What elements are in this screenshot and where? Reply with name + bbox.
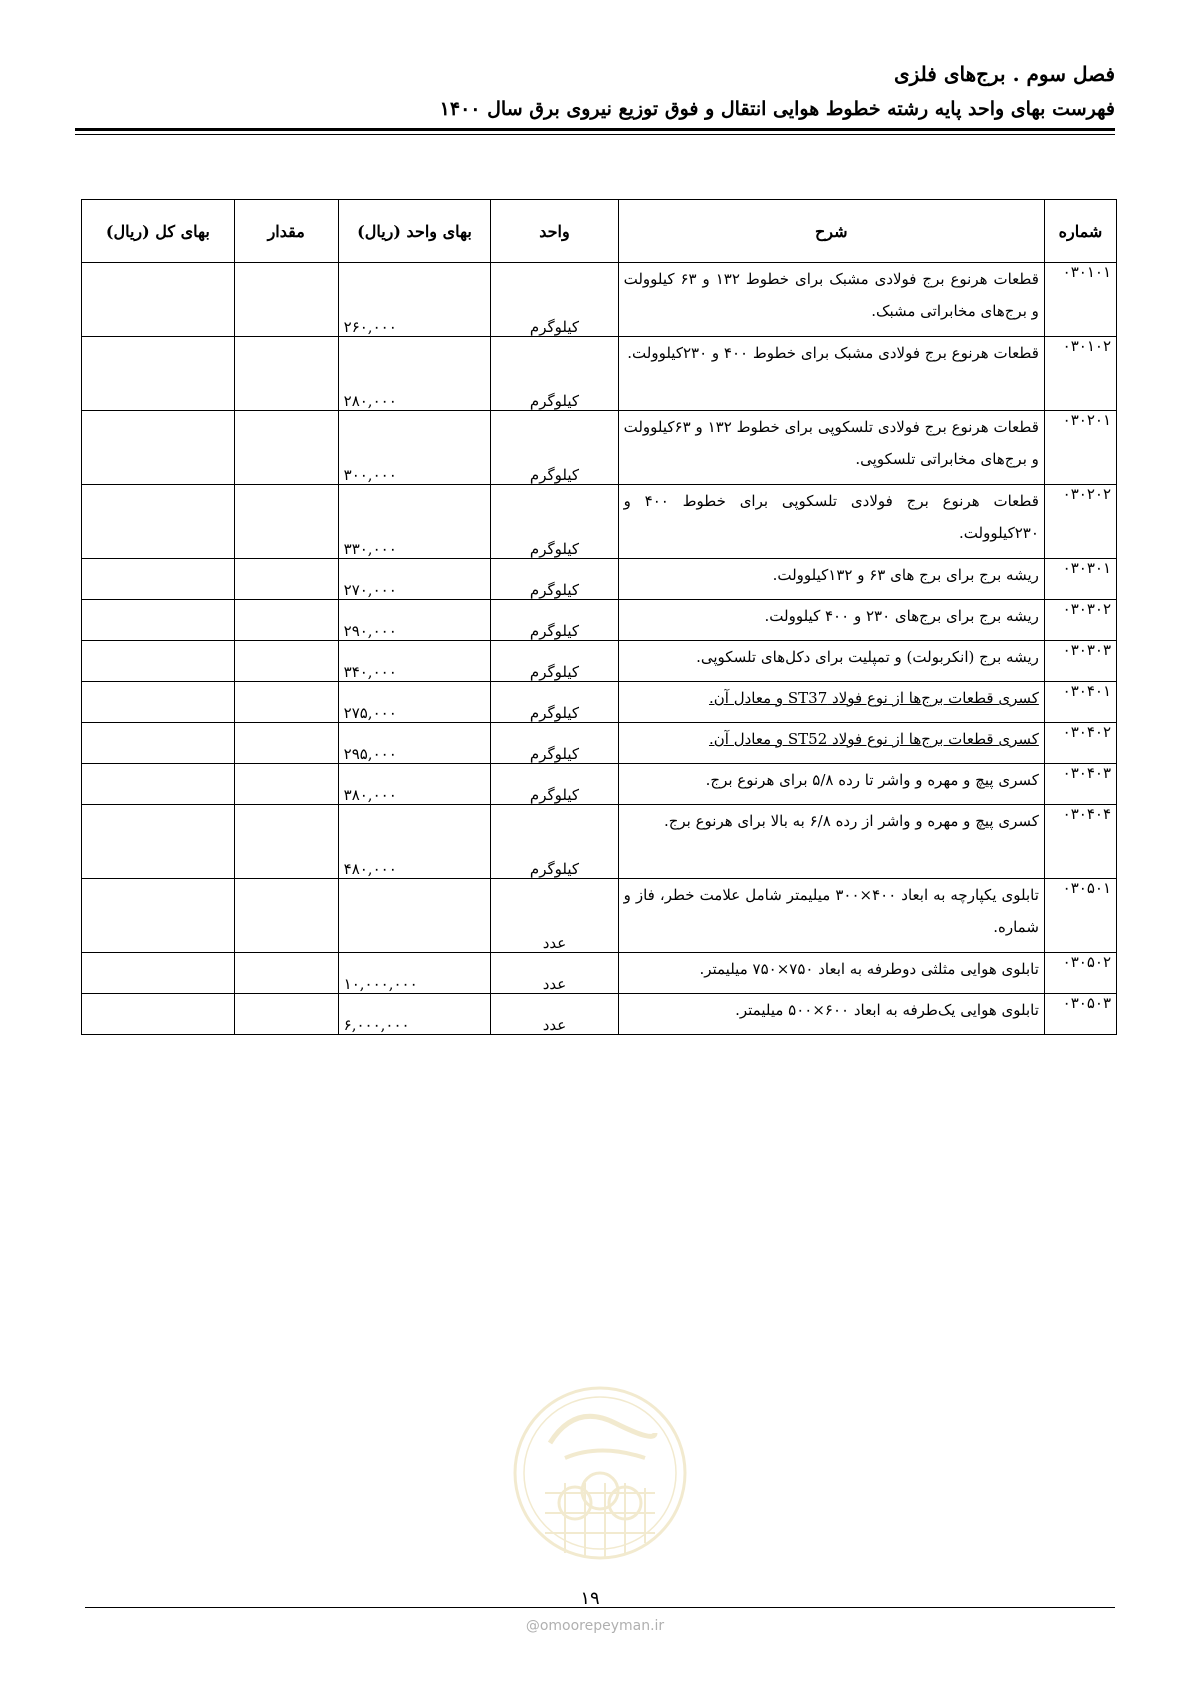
row-total (82, 953, 235, 994)
row-total (82, 485, 235, 559)
row-unit: عدد (491, 953, 618, 994)
row-unit: کیلوگرم (491, 411, 618, 485)
row-unit-price (338, 879, 491, 953)
table-body (82, 263, 1117, 1035)
row-unit-price: ۲۸۰,۰۰۰ (338, 337, 491, 411)
row-unit-price: ۶,۰۰۰,۰۰۰ (338, 994, 491, 1035)
table-row (82, 953, 1117, 994)
row-quantity (234, 337, 338, 411)
row-code: ۰۳۰۱۰۲ (1044, 337, 1116, 411)
col-header-description: شرح (618, 200, 1044, 263)
table-row (82, 879, 1117, 953)
row-code: ۰۳۰۴۰۱ (1044, 682, 1116, 723)
row-unit: کیلوگرم (491, 805, 618, 879)
table-row (82, 641, 1117, 682)
row-unit: عدد (491, 994, 618, 1035)
row-unit: کیلوگرم (491, 641, 618, 682)
row-description: قطعات هرنوع برج فولادی تلسکوپی برای خطوط ۴۰۰ و ۲۳۰کیلوولت. (618, 485, 1044, 559)
table-row (82, 559, 1117, 600)
site-handle: @omoorepeyman.ir (525, 1618, 665, 1634)
row-unit: کیلوگرم (491, 600, 618, 641)
row-total (82, 682, 235, 723)
col-header-unit: واحد (491, 200, 618, 263)
row-total (82, 994, 235, 1035)
row-code: ۰۳۰۴۰۲ (1044, 723, 1116, 764)
row-unit-price: ۲۶۰,۰۰۰ (338, 263, 491, 337)
row-description: ریشه برج (انکربولت) و تمپلیت برای دکل‌های تلسکوپی. (618, 641, 1044, 682)
row-unit: کیلوگرم (491, 723, 618, 764)
header-rule-thin (75, 134, 1115, 135)
row-unit: کیلوگرم (491, 559, 618, 600)
row-quantity (234, 641, 338, 682)
row-total (82, 641, 235, 682)
row-quantity (234, 879, 338, 953)
row-total (82, 600, 235, 641)
row-unit-price: ۱۰,۰۰۰,۰۰۰ (338, 953, 491, 994)
header-rule-thick (75, 128, 1115, 131)
row-code: ۰۳۰۵۰۲ (1044, 953, 1116, 994)
row-unit-price: ۲۹۵,۰۰۰ (338, 723, 491, 764)
row-total (82, 805, 235, 879)
row-total (82, 559, 235, 600)
row-description: کسری پیچ و مهره و واشر تا رده ۵/۸ برای هرنوع برج. (618, 764, 1044, 805)
table-row (82, 682, 1117, 723)
row-unit-price: ۳۴۰,۰۰۰ (338, 641, 491, 682)
row-code: ۰۳۰۲۰۱ (1044, 411, 1116, 485)
row-quantity (234, 805, 338, 879)
row-total (82, 263, 235, 337)
row-description: تابلوی هوایی مثلثی دوطرفه به ابعاد ۷۵۰×۷۵۰ میلیمتر. (618, 953, 1044, 994)
table-row (82, 411, 1117, 485)
row-quantity (234, 723, 338, 764)
table-row (82, 337, 1117, 411)
row-unit: کیلوگرم (491, 337, 618, 411)
row-quantity (234, 485, 338, 559)
row-unit-price: ۲۹۰,۰۰۰ (338, 600, 491, 641)
row-description: تابلوی یکپارچه به ابعاد ۴۰۰×۳۰۰ میلیمتر شامل علامت خطر، فاز و شماره. (618, 879, 1044, 953)
row-description: کسری قطعات برج‌ها از نوع فولاد ST37 و معادل آن. (618, 682, 1044, 723)
row-quantity (234, 559, 338, 600)
row-code: ۰۳۰۴۰۴ (1044, 805, 1116, 879)
row-unit: کیلوگرم (491, 764, 618, 805)
row-code: ۰۳۰۵۰۳ (1044, 994, 1116, 1035)
table-row (82, 485, 1117, 559)
col-header-quantity: مقدار (234, 200, 338, 263)
row-description: ریشه برج برای برج‌های ۲۳۰ و ۴۰۰ کیلوولت. (618, 600, 1044, 641)
table-row (82, 805, 1117, 879)
table-row (82, 994, 1117, 1035)
col-header-unit-price: بهای واحد (ریال) (338, 200, 491, 263)
row-description: کسری پیچ و مهره و واشر از رده ۶/۸ به بالا برای هرنوع برج. (618, 805, 1044, 879)
row-description: قطعات هرنوع برج فولادی مشبک برای خطوط ۱۳۲ و ۶۳ کیلوولت و برج‌های مخابراتی مشبک. (618, 263, 1044, 337)
page-number: ۱۹ (580, 1588, 600, 1609)
row-code: ۰۳۰۳۰۲ (1044, 600, 1116, 641)
document-title: فهرست بهای واحد پایه رشته خطوط هوایی انتقال و فوق توزیع نیروی برق سال ۱۴۰۰ (439, 98, 1115, 120)
row-unit-price: ۳۰۰,۰۰۰ (338, 411, 491, 485)
row-unit-price: ۲۷۰,۰۰۰ (338, 559, 491, 600)
row-total (82, 879, 235, 953)
row-description: قطعات هرنوع برج فولادی تلسکوپی برای خطوط ۱۳۲ و ۶۳کیلوولت و برج‌های مخابراتی تلسکوپی. (618, 411, 1044, 485)
row-unit-price: ۳۸۰,۰۰۰ (338, 764, 491, 805)
table-row (82, 764, 1117, 805)
row-total (82, 723, 235, 764)
table-row (82, 263, 1117, 337)
table-row (82, 723, 1117, 764)
row-code: ۰۳۰۳۰۱ (1044, 559, 1116, 600)
row-description: کسری قطعات برج‌ها از نوع فولاد ST52 و معادل آن. (618, 723, 1044, 764)
row-unit: کیلوگرم (491, 263, 618, 337)
row-quantity (234, 263, 338, 337)
row-code: ۰۳۰۳۰۳ (1044, 641, 1116, 682)
row-unit: عدد (491, 879, 618, 953)
row-description: ریشه برج برای برج های ۶۳ و ۱۳۲کیلوولت. (618, 559, 1044, 600)
row-quantity (234, 764, 338, 805)
row-unit: کیلوگرم (491, 682, 618, 723)
price-table (81, 199, 1117, 1035)
row-quantity (234, 682, 338, 723)
footer-rule (85, 1607, 1115, 1608)
row-total (82, 411, 235, 485)
row-total (82, 337, 235, 411)
table-row (82, 600, 1117, 641)
row-unit-price: ۴۸۰,۰۰۰ (338, 805, 491, 879)
row-unit: کیلوگرم (491, 485, 618, 559)
col-header-total: بهای کل (ریال) (82, 200, 235, 263)
row-code: ۰۳۰۴۰۳ (1044, 764, 1116, 805)
col-header-code: شماره (1044, 200, 1116, 263)
row-unit-price: ۲۷۵,۰۰۰ (338, 682, 491, 723)
row-code: ۰۳۰۱۰۱ (1044, 263, 1116, 337)
row-quantity (234, 953, 338, 994)
table-header-row (82, 200, 1117, 263)
chapter-title: فصل سوم . برج‌های فلزی (893, 62, 1115, 86)
row-description: تابلوی هوایی یک‌طرفه به ابعاد ۶۰۰×۵۰۰ میلیمتر. (618, 994, 1044, 1035)
row-unit-price: ۳۳۰,۰۰۰ (338, 485, 491, 559)
row-code: ۰۳۰۵۰۱ (1044, 879, 1116, 953)
row-quantity (234, 600, 338, 641)
row-quantity (234, 411, 338, 485)
row-code: ۰۳۰۲۰۲ (1044, 485, 1116, 559)
row-description: قطعات هرنوع برج فولادی مشبک برای خطوط ۴۰۰ و ۲۳۰کیلوولت. (618, 337, 1044, 411)
row-quantity (234, 994, 338, 1035)
row-total (82, 764, 235, 805)
omoorepeyman-seal-watermark (505, 1373, 695, 1573)
